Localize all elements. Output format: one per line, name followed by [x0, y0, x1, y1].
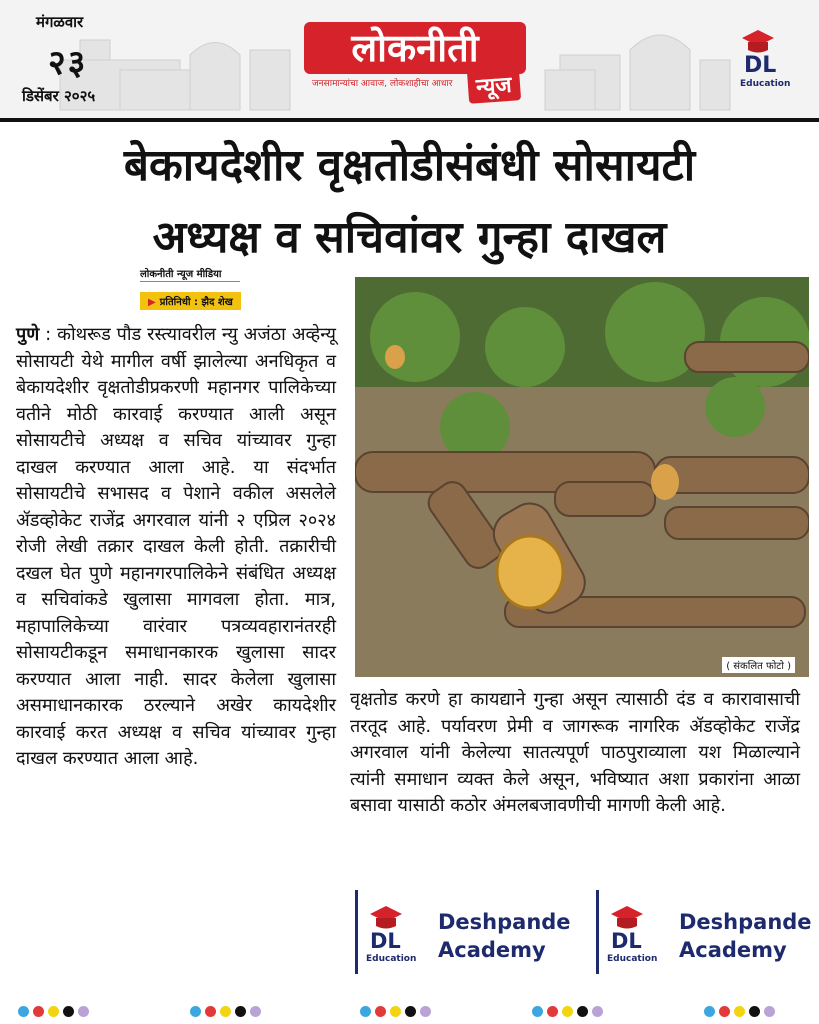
svg-text:Education: Education	[740, 79, 791, 89]
byline-organization: लोकनीती न्यूज मीडिया	[140, 269, 222, 280]
deshpande-academy-ad[interactable]	[596, 890, 812, 974]
ad-name-line-2: Academy	[679, 938, 787, 962]
article-body-right: वृक्षतोड करणे हा कायद्याने गुन्हा असून त्यासाठी दंड व कारावासाची तरतूद आहे. पर्यावरण प्रेमी व जागरूक नागरिक ॲडव्होकेट राजेंद्र अगरवाल यांनी केलेल्या सातत्यपूर्ण पाठपुराव्याला यश मिळाल्याने त्यांनी समाधान व्यक्त केले असून, भविष्यात अशा प्रकारांना आळा बसावा यासाठी कठोर अंमलबजावणीची मागणी केली आहे.	[350, 689, 800, 816]
svg-text:Education: Education	[366, 954, 417, 964]
decorative-dot	[18, 1006, 29, 1017]
decorative-dot	[562, 1006, 573, 1017]
decorative-dots	[360, 1002, 435, 1016]
ad-name-line-2: Academy	[438, 938, 546, 962]
decorative-dot	[734, 1006, 745, 1017]
dateline: पुणे	[16, 324, 40, 345]
decorative-dot	[764, 1006, 775, 1017]
decorative-dot	[235, 1006, 246, 1017]
decorative-dot	[592, 1006, 603, 1017]
byline-divider	[140, 281, 240, 282]
logo-subtitle: न्यूज	[467, 66, 521, 104]
decorative-dot	[547, 1006, 558, 1017]
decorative-dot	[48, 1006, 59, 1017]
masthead	[0, 0, 819, 118]
svg-text:DL: DL	[744, 53, 777, 78]
svg-text:Education: Education	[607, 954, 658, 964]
decorative-dot	[577, 1006, 588, 1017]
decorative-dots	[704, 1002, 779, 1016]
article-headline	[18, 130, 801, 274]
decorative-dot	[719, 1006, 730, 1017]
decorative-dot	[360, 1006, 371, 1017]
felled-trees-image	[355, 277, 809, 677]
date-month-year: डिसेंबर २०२५	[22, 87, 96, 105]
decorative-dots	[532, 1002, 607, 1016]
decorative-dot	[190, 1006, 201, 1017]
svg-text:DL: DL	[611, 929, 642, 953]
decorative-dots	[190, 1002, 265, 1016]
decorative-dot	[33, 1006, 44, 1017]
felled-trees-photo	[355, 277, 809, 677]
headline-line-1: बेकायदेशीर वृक्षतोडीसंबंधी सोसायटी	[123, 140, 696, 191]
decorative-dot	[532, 1006, 543, 1017]
deshpande-academy-ad[interactable]	[355, 890, 571, 974]
decorative-dots	[18, 1002, 93, 1016]
ad-name-line-1: Deshpande	[679, 910, 812, 934]
ad-name-line-1: Deshpande	[438, 910, 571, 934]
ad-academy-name	[679, 908, 812, 964]
photo-caption: ( संकलित फोटो )	[722, 657, 795, 673]
decorative-dot	[704, 1006, 715, 1017]
decorative-dot	[250, 1006, 261, 1017]
dl-education-logo	[734, 22, 798, 92]
decorative-dot	[205, 1006, 216, 1017]
svg-text:DL: DL	[370, 929, 401, 953]
dl-education-logo	[605, 900, 665, 966]
decorative-dot	[78, 1006, 89, 1017]
headline-line-2: अध्यक्ष व सचिवांवर गुन्हा दाखल	[152, 212, 667, 263]
article-body-left	[16, 322, 336, 773]
decorative-dot	[420, 1006, 431, 1017]
date-day-number: २३	[48, 43, 88, 83]
decorative-dot	[390, 1006, 401, 1017]
masthead-divider	[0, 118, 819, 122]
logo-tagline: जनसामान्यांचा आवाज, लोकशाहीचा आधार	[312, 79, 453, 89]
decorative-dot	[375, 1006, 386, 1017]
decorative-dot	[63, 1006, 74, 1017]
decorative-dot	[405, 1006, 416, 1017]
logo-title: लोकनीती	[304, 22, 526, 74]
decorative-dot	[220, 1006, 231, 1017]
lokniti-news-logo[interactable]	[300, 14, 538, 110]
date-weekday: मंगळवार	[36, 13, 84, 31]
body-left-text: : कोथरूड पौड रस्त्यावरील न्यु अजंठा अव्हेन्यू सोसायटी येथे मागील वर्षी झालेल्या अनधिकृत व बेकायदेशीर वृक्षतोडीप्रकरणी महानगर पालिकेच्या वतीने मोठी कारवाई करण्यात आली असून सोसायटीचे अध्यक्ष व सचिव यांच्यावर गुन्हा दाखल करण्यात आला आहे. या संदर्भात सोसायटीचे सभासद व पेशाने वकील असलेले ॲडव्होकेट राजेंद्र अगरवाल यांनी २ एप्रिल २०२४ रोजी लेखी तक्रार दाखल केली होती. तक्रारीची दखल घेत पुणे महानगरपालिकेने संबंधित अध्यक्ष व सचिवांकडे खुलासा मागवला होता. मात्र, महापालिकेच्या वारंवार पत्रव्यवहारानंतरही सोसायटीकडून समाधानकारक खुलासा सादर करण्यात आला नाही. सादर केलेला खुलासा असमाधानकारक ठरल्याने अखेर कायदेशीर कारवाई करत अध्यक्ष व सचिव यांच्यावर गुन्हा दाखल करण्यात आला आहे.	[16, 324, 336, 769]
dl-education-logo	[364, 900, 424, 966]
decorative-dot	[749, 1006, 760, 1017]
reporter-badge: ▶ प्रतिनिधी : झैद शेख	[140, 292, 241, 310]
ad-academy-name	[438, 908, 571, 964]
